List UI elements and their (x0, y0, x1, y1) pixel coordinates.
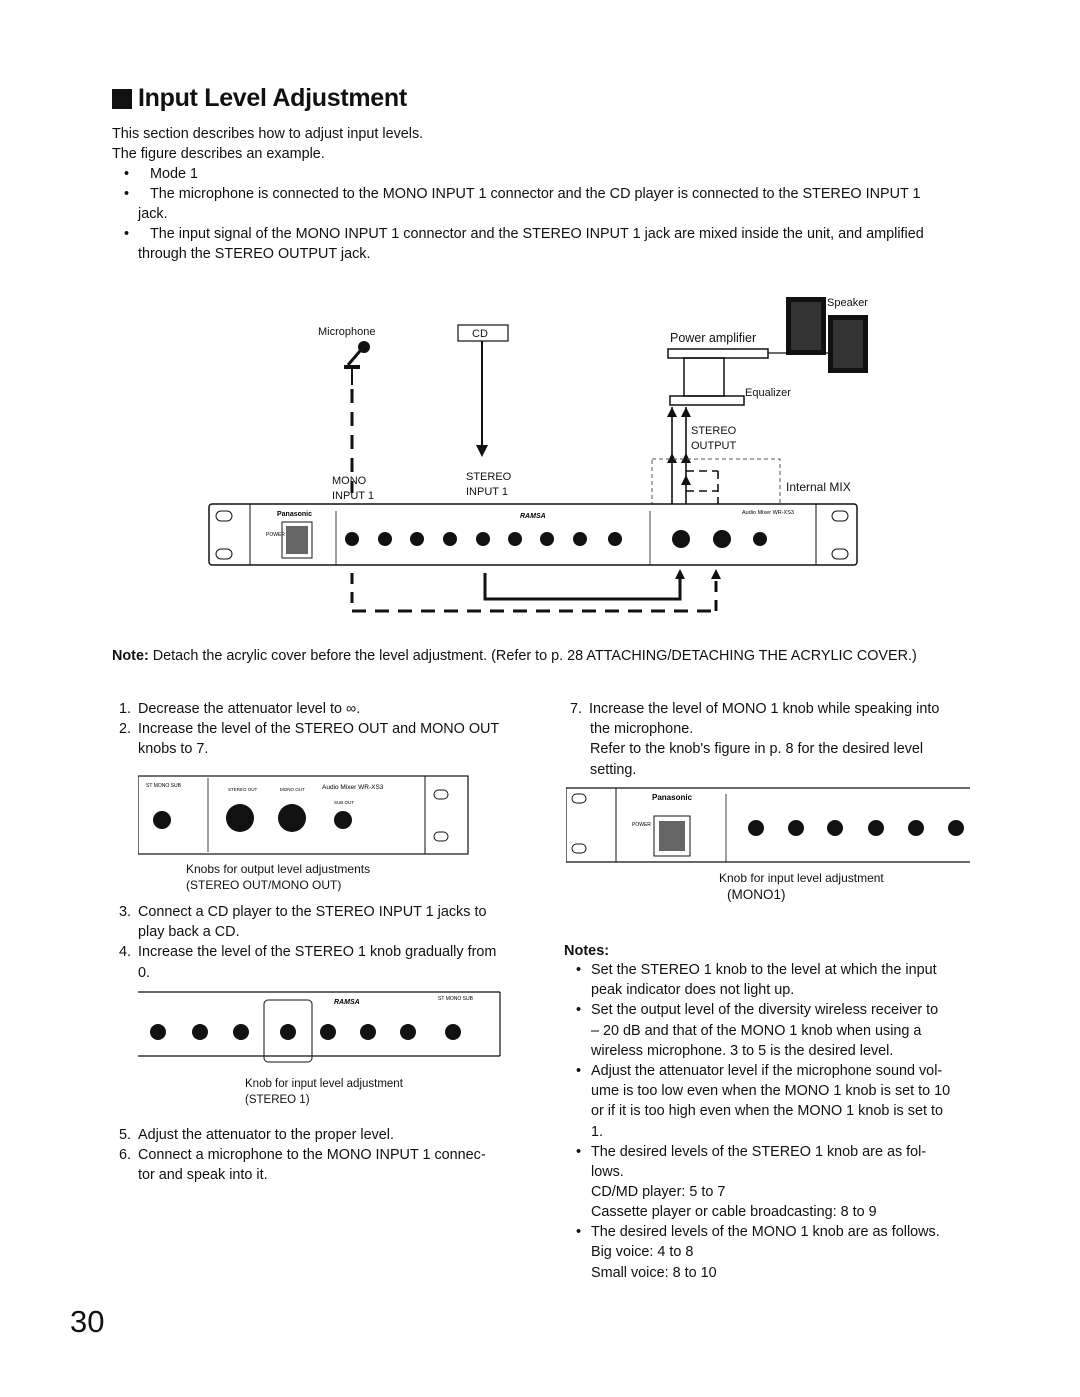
fig1-caption-2: (STEREO OUT/MONO OUT) (186, 878, 342, 892)
step-2-cont: knobs to 7. (138, 741, 209, 757)
connection-diagram (0, 285, 1080, 625)
microphone-icon (344, 341, 370, 385)
svg-text:Panasonic: Panasonic (277, 511, 313, 518)
notes-line: ume is too low even when the MONO 1 knob is set to 10 (591, 1083, 951, 1099)
svg-text:ST MONO SUB: ST MONO SUB (146, 783, 181, 789)
notes-line: wireless microphone. 3 to 5 is the desired level. (591, 1043, 894, 1059)
stereo-output-label-1: STEREO (691, 425, 737, 437)
section-title: Input Level Adjustment (138, 84, 407, 112)
notes-line: 1. (591, 1124, 604, 1140)
stereo-output-label-2: OUTPUT (691, 440, 737, 452)
note (112, 646, 982, 666)
notes-line: peak indicator does not light up. (591, 982, 795, 998)
notes-line: Small voice: 8 to 10 (591, 1265, 717, 1281)
fig3-caption-2: (MONO1) (727, 887, 786, 902)
mono1-knob-figure (566, 786, 970, 864)
svg-text:STEREO OUT: STEREO OUT (228, 787, 258, 792)
internal-mix-label: Internal MIX (786, 480, 851, 494)
fig3-caption-1: Knob for input level adjustment (719, 871, 884, 885)
notes-line: Big voice: 4 to 8 (591, 1244, 694, 1260)
intro-bullet-cont: through the STEREO OUTPUT jack. (138, 246, 371, 262)
notes-title: Notes: (564, 943, 610, 959)
output-knobs-figure (138, 774, 470, 856)
svg-text:RAMSA: RAMSA (334, 999, 360, 1006)
fig1-caption-1: Knobs for output level adjustments (186, 862, 371, 876)
step-6-cont: tor and speak into it. (138, 1167, 268, 1183)
fig2-caption-2: (STEREO 1) (245, 1094, 310, 1106)
square-bullet-icon (112, 89, 132, 109)
fig2-caption-1: Knob for input level adjustment (245, 1078, 403, 1090)
svg-text:SUB OUT: SUB OUT (334, 800, 355, 805)
step-4-cont: 0. (138, 965, 151, 981)
svg-text:MONO OUT: MONO OUT (280, 787, 305, 792)
mono-input-label-1: MONO (332, 475, 367, 487)
section-heading (112, 84, 407, 113)
cd-label: CD (472, 328, 488, 340)
svg-text:Audio Mixer WR-XS3: Audio Mixer WR-XS3 (742, 510, 794, 516)
step-7-cont-1: the microphone. (590, 721, 694, 737)
step-3-cont: play back a CD. (138, 924, 240, 940)
svg-text:Audio Mixer WR-XS3: Audio Mixer WR-XS3 (322, 784, 384, 791)
svg-text:Panasonic: Panasonic (652, 793, 693, 802)
step-7-cont-2: Refer to the knob's figure in p. 8 for the desired level (590, 741, 924, 757)
notes-line: – 20 dB and that of the MONO 1 knob when using a (591, 1023, 922, 1039)
svg-text:POWER: POWER (632, 822, 651, 828)
note-text: Detach the acrylic cover before the level adjustment. (Refer to p. 28 ATTACHING/DETACHING THE ACRYLIC COVER.) (152, 648, 917, 664)
notes-line: CD/MD player: 5 to 7 (591, 1184, 726, 1200)
mixer-panel (209, 504, 857, 565)
power-amplifier-label: Power amplifier (670, 331, 757, 345)
microphone-label: Microphone (318, 326, 376, 338)
notes-line: lows. (591, 1164, 624, 1180)
intro-line-2: The figure describes an example. (112, 146, 325, 162)
svg-text:POWER: POWER (266, 532, 285, 538)
stereo-input-label-1: STEREO (466, 471, 512, 483)
svg-text:RAMSA: RAMSA (520, 513, 546, 520)
mono-input-label-2: INPUT 1 (332, 490, 374, 502)
intro-bullet-cont: jack. (138, 206, 168, 222)
speaker-label: Speaker (827, 297, 868, 309)
step-7-cont-3: setting. (590, 762, 637, 778)
intro-line-1: This section describes how to adjust input levels. (112, 126, 424, 142)
page-number: 30 (70, 1304, 105, 1339)
note-label: Note: (112, 648, 149, 664)
stereo-input-label-2: INPUT 1 (466, 486, 508, 498)
notes-line: or if it is too high even when the MONO 1 knob is set to (591, 1103, 943, 1119)
stereo1-knob-figure (138, 988, 502, 1066)
notes-line: Cassette player or cable broadcasting: 8 to 9 (591, 1204, 877, 1220)
svg-text:ST MONO SUB: ST MONO SUB (438, 996, 473, 1002)
equalizer-label: Equalizer (745, 387, 791, 399)
